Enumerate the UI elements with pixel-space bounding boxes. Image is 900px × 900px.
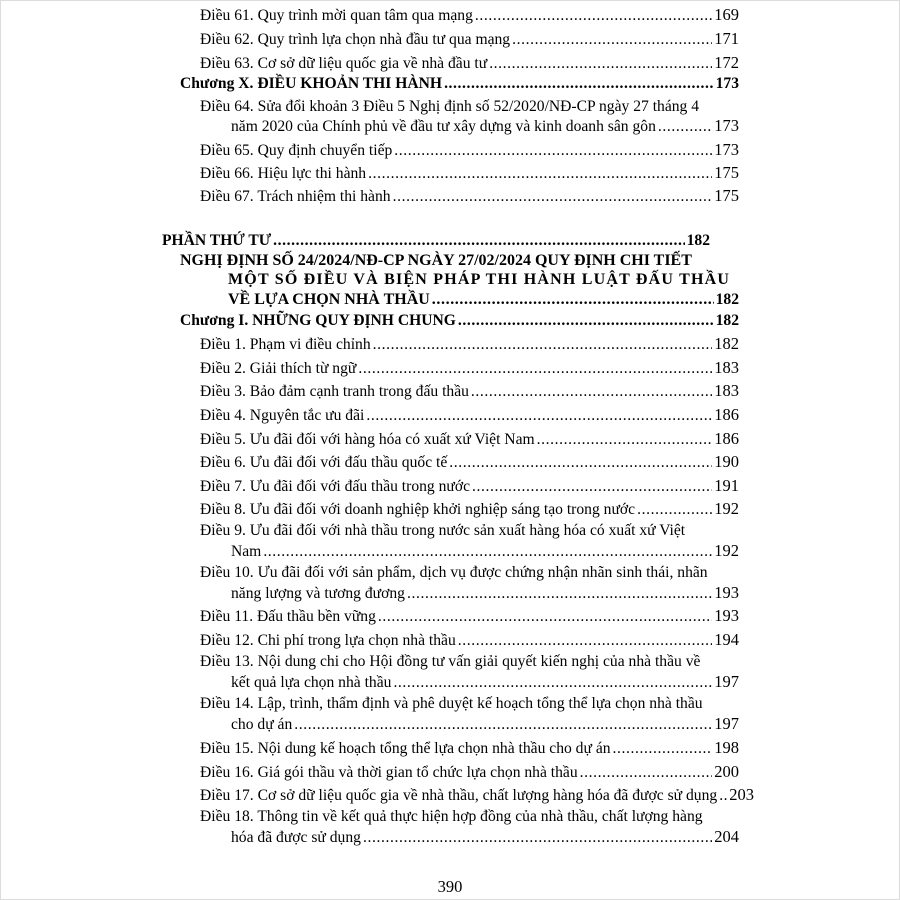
toc-chapter-entry[interactable]: [180, 74, 739, 94]
toc-entry-page: 191: [714, 476, 739, 495]
toc-entry[interactable]: [200, 140, 739, 161]
toc-entry-page: 204: [714, 827, 739, 846]
dot-leader: [363, 828, 712, 848]
toc-entry-title: Điều 6. Ưu đãi đối với đấu thầu quốc tế: [200, 454, 448, 471]
toc-entry-line1: Điều 13. Nội dung chi cho Hội đồng tư vấn giải quyết kiến nghị của nhà thầu về: [200, 653, 701, 670]
toc-entry[interactable]: [231, 672, 739, 693]
dot-leader: [658, 117, 712, 137]
toc-entry-title: Điều 67. Trách nhiệm thi hành: [200, 188, 391, 205]
toc-entry-title: Điều 65. Quy định chuyển tiếp: [200, 142, 393, 159]
dot-leader: [489, 54, 712, 74]
toc-entry-line1: Điều 18. Thông tin về kết quả thực hiện hợp đồng của nhà thầu, chất lượng hàng: [200, 808, 703, 825]
toc-entry-page: 190: [714, 452, 739, 471]
toc-entry[interactable]: [200, 476, 739, 497]
toc-entry-page: 182: [714, 334, 739, 353]
dot-leader: [637, 500, 712, 520]
toc-entry[interactable]: [200, 381, 739, 402]
toc-entry-page: 182: [715, 312, 739, 329]
dot-leader: [393, 187, 713, 207]
toc-entry-title: Điều 63. Cơ sở dữ liệu quốc gia về nhà đầu tư: [200, 55, 488, 72]
dot-leader: [719, 786, 727, 806]
toc-entry-page: 197: [714, 714, 739, 733]
toc-entry-title: Chương X. ĐIỀU KHOẢN THI HÀNH: [180, 75, 443, 92]
toc-entry-title: kết quả lựa chọn nhà thầu: [231, 674, 392, 691]
toc-entry-page: 182: [715, 291, 739, 308]
toc-entry[interactable]: [200, 186, 739, 207]
toc-entry[interactable]: [200, 334, 739, 355]
dot-leader: [472, 477, 712, 497]
dot-leader: [458, 631, 713, 651]
toc-entry-page: 173: [715, 75, 739, 92]
toc-entry-title: VỀ LỰA CHỌN NHÀ THẦU: [228, 291, 430, 308]
toc-entry[interactable]: [200, 452, 739, 473]
toc-entry-line1: Điều 10. Ưu đãi đối với sản phẩm, dịch vụ được chứng nhận nhãn sinh thái, nhãn: [200, 564, 708, 581]
toc-entry-title: Nam: [231, 543, 262, 560]
toc-entry-page: 175: [714, 163, 739, 182]
toc-entry[interactable]: [200, 53, 739, 74]
toc-entry-line1: Điều 64. Sửa đổi khoản 3 Điều 5 Nghị định số 52/2020/NĐ-CP ngày 27 tháng 4: [200, 98, 700, 115]
toc-chapter-entry[interactable]: [180, 311, 739, 331]
toc-entry[interactable]: [200, 630, 739, 651]
toc-entry-title: Điều 66. Hiệu lực thi hành: [200, 165, 367, 182]
toc-entry-title: Điều 16. Giá gói thầu và thời gian tổ chức lựa chọn nhà thầu: [200, 764, 578, 781]
toc-entry-title: Điều 3. Bảo đảm cạnh tranh trong đấu thầu: [200, 383, 469, 400]
toc-entry-page: 192: [714, 541, 739, 560]
dot-leader: [475, 6, 712, 26]
dot-leader: [449, 453, 712, 473]
toc-entry-page: 172: [714, 53, 739, 72]
dot-leader: [373, 335, 713, 355]
dot-leader: [393, 673, 712, 693]
toc-entry-page: 169: [714, 5, 739, 24]
toc-entry-title: Điều 4. Nguyên tắc ưu đãi: [200, 407, 365, 424]
dot-leader: [537, 430, 713, 450]
toc-entry[interactable]: [231, 541, 739, 562]
decree-title-line1: NGHỊ ĐỊNH SỐ 24/2024/NĐ-CP NGÀY 27/02/2024 QUY ĐỊNH CHI TIẾT: [180, 252, 692, 269]
dot-leader: [358, 359, 712, 379]
toc-entry-title: Điều 62. Quy trình lựa chọn nhà đầu tư qua mạng: [200, 31, 511, 48]
toc-entry-line1: Điều 14. Lập, trình, thẩm định và phê duyệt kế hoạch tổng thể lựa chọn nhà thầu: [200, 695, 703, 712]
toc-entry-page: 186: [714, 429, 739, 448]
toc-entry[interactable]: [200, 405, 739, 426]
toc-entry-title: hóa đã được sử dụng: [231, 829, 361, 846]
toc-entry-page: 198: [714, 738, 739, 757]
dot-leader: [366, 406, 712, 426]
toc-entry-page: 182: [686, 232, 710, 249]
toc-entry-title: Điều 2. Giải thích từ ngữ: [200, 360, 357, 377]
toc-entry[interactable]: [200, 429, 739, 450]
toc-entry-title: Điều 5. Ưu đãi đối với hàng hóa có xuất xứ Việt Nam: [200, 431, 535, 448]
toc-entry-page: 197: [714, 672, 739, 691]
toc-entry-title: Điều 61. Quy trình mời quan tâm qua mạng: [200, 7, 473, 24]
toc-entry-title: Chương I. NHỮNG QUY ĐỊNH CHUNG: [180, 312, 456, 329]
toc-entry-page: 200: [714, 762, 739, 781]
toc-entry[interactable]: [231, 116, 739, 137]
toc-entry[interactable]: [200, 785, 754, 806]
toc-entry-title: Điều 11. Đấu thầu bền vững: [200, 608, 376, 625]
toc-entry[interactable]: [200, 762, 739, 783]
dot-leader: [471, 382, 712, 402]
toc-entry-page: 193: [714, 606, 739, 625]
toc-entry[interactable]: [231, 827, 739, 848]
toc-entry[interactable]: [231, 714, 739, 735]
toc-decree-entry[interactable]: [228, 290, 739, 310]
toc-entry[interactable]: [231, 583, 739, 604]
toc-entry-title: Điều 7. Ưu đãi đối với đấu thầu trong nước: [200, 478, 471, 495]
toc-entry-title: năm 2020 của Chính phủ về đầu tư xây dựng và kinh doanh sân gôn: [231, 118, 656, 135]
toc-entry-title: Điều 17. Cơ sở dữ liệu quốc gia về nhà thầu, chất lượng hàng hóa đã được sử dụng: [200, 787, 718, 804]
toc-entry-title: cho dự án: [231, 716, 293, 733]
toc-entry-title: Điều 15. Nội dung kế hoạch tổng thể lựa chọn nhà thầu cho dự án: [200, 740, 611, 757]
toc-entry-page: 173: [714, 116, 739, 135]
toc-entry-title: Điều 8. Ưu đãi đối với doanh nghiệp khởi nghiệp sáng tạo trong nước: [200, 501, 636, 518]
toc-entry[interactable]: [200, 29, 739, 50]
dot-leader: [273, 231, 684, 251]
toc-entry-title: PHẦN THỨ TƯ: [162, 232, 272, 249]
toc-entry-page: 171: [714, 29, 739, 48]
toc-entry-line1: Điều 9. Ưu đãi đối với nhà thầu trong nước sản xuất hàng hóa có xuất xứ Việt: [200, 522, 686, 539]
dot-leader: [394, 141, 712, 161]
toc-entry-title: Điều 1. Phạm vi điều chỉnh: [200, 336, 371, 353]
dot-leader: [512, 30, 712, 50]
toc-entry-page: 183: [714, 381, 739, 400]
toc-entry-page: 175: [714, 186, 739, 205]
dot-leader: [263, 542, 712, 562]
toc-part-entry[interactable]: [162, 231, 710, 251]
toc-entry-page: 192: [714, 499, 739, 518]
toc-entry[interactable]: [200, 738, 739, 759]
toc-entry[interactable]: [200, 358, 739, 379]
dot-leader: [368, 164, 712, 184]
dot-leader: [444, 74, 714, 94]
dot-leader: [613, 739, 713, 759]
dot-leader: [432, 290, 714, 310]
toc-entry-page: 173: [714, 140, 739, 159]
dot-leader: [378, 607, 712, 627]
dot-leader: [458, 311, 714, 331]
toc-entry-page: 203: [729, 785, 754, 804]
toc-entry[interactable]: [200, 5, 739, 26]
toc-entry-page: 194: [714, 630, 739, 649]
toc-entry[interactable]: [200, 163, 739, 184]
toc-entry-page: 186: [714, 405, 739, 424]
toc-entry-page: 193: [714, 583, 739, 602]
dot-leader: [294, 715, 712, 735]
dot-leader: [580, 763, 713, 783]
toc-entry[interactable]: [200, 606, 739, 627]
page-number: 390: [437, 877, 463, 896]
dot-leader: [407, 584, 712, 604]
toc-entry-title: Điều 12. Chi phí trong lựa chọn nhà thầu: [200, 632, 456, 649]
decree-title-line2: MỘT SỐ ĐIỀU VÀ BIỆN PHÁP THI HÀNH LUẬT ĐẤU THẦU: [228, 271, 731, 288]
toc-entry-title: năng lượng và tương đương: [231, 585, 405, 602]
toc-entry-page: 183: [714, 358, 739, 377]
toc-entry[interactable]: [200, 499, 739, 520]
